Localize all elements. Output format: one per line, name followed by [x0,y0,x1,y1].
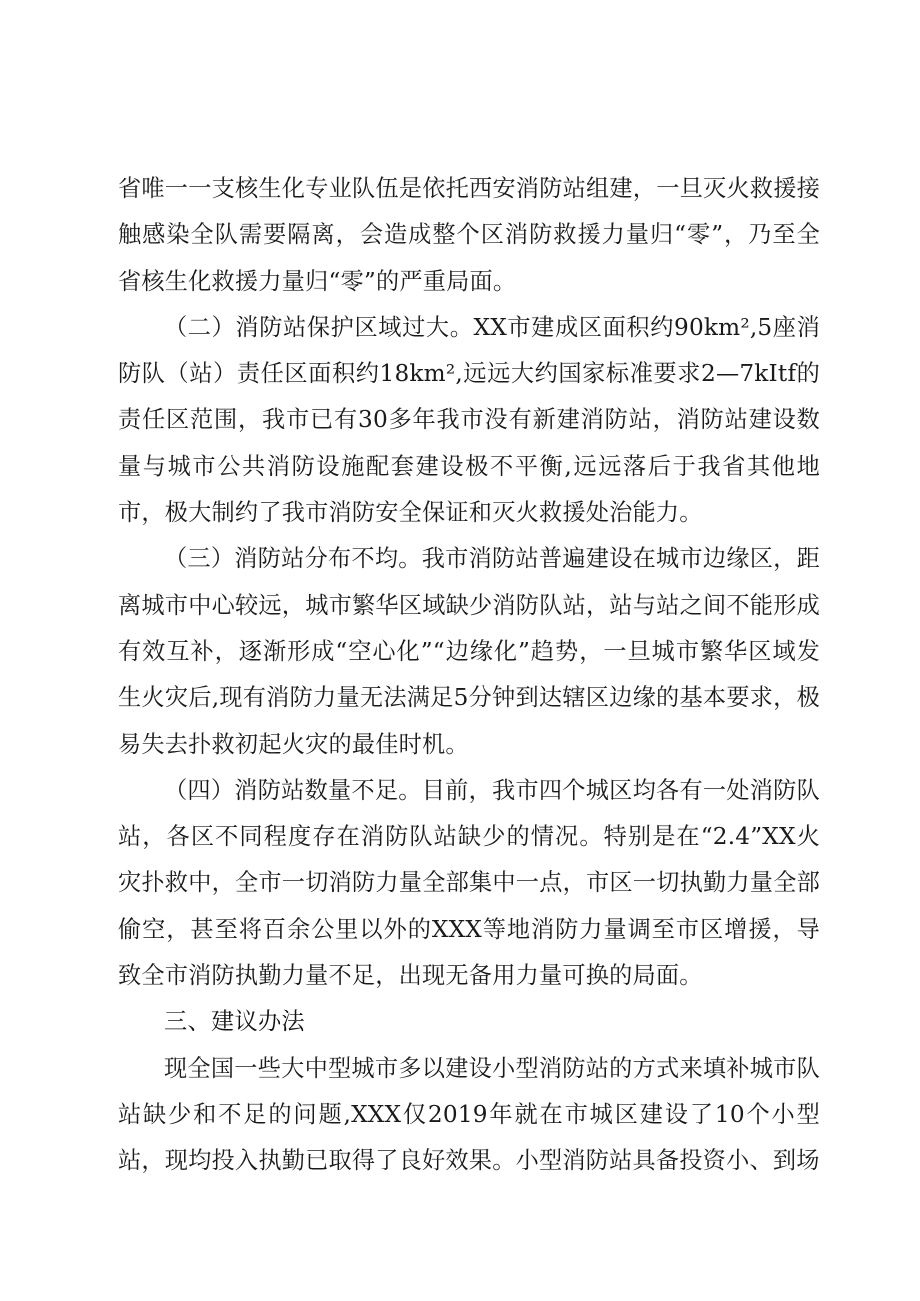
paragraph-distribution: （三）消防站分布不均。我市消防站普遍建设在城市边缘区，距离城市中心较远，城市繁华区域缺少消防队站，站与站之间不能形成有效互补，逐渐形成“空心化”“边缘化”趋势，一旦城市繁华区域发生火灾后,现有消防力量无法满足5分钟到达辖区边缘的基本要求，极易失去扑救初起火灾的最佳时机。 [118,545,820,758]
paragraph-suggestion: 现全国一些大中型城市多以建设小型消防站的方式来填补城市队站缺少和不足的问题,XXX仅2019年就在市城区建设了10个小型站，现均投入执勤已取得了良好效果。小型消防站具备投资小、到场 [118,1054,820,1175]
document-body [118,166,820,1185]
paragraph-quantity: （四）消防站数量不足。目前，我市四个城区均各有一处消防队站，各区不同程度存在消防队站缺少的情况。特别是在“2.4”XX火灾扑救中，全市一切消防力量全部集中一点，市区一切执勤力量全部偷空，甚至将百余公里以外的XXX等地消防力量调至市区增援，导致全市消防执勤力量不足，出现无备用力量可换的局面。 [118,776,820,990]
paragraph-continuation: 省唯一一支核生化专业队伍是依托西安消防站组建，一旦灭火救援接触感染全队需要隔离，会造成整个区消防救援力量归“零”，乃至全省核生化救援力量归“零”的严重局面。 [118,175,820,295]
paragraph-protection-area: （二）消防站保护区域过大。XX市建成区面积约90km²,5座消防队（站）责任区面积约18km²,远远大约国家标准要求2—7kItf的责任区范围，我市已有30多年我市没有新建消防站，消防站建设数量与城市公共消防设施配套建设极不平衡,远远落后于我省其他地市，极大制约了我市消防安全保证和灭火救援处治能力。 [118,313,820,527]
section-heading: 三、建议办法 [164,1008,305,1036]
